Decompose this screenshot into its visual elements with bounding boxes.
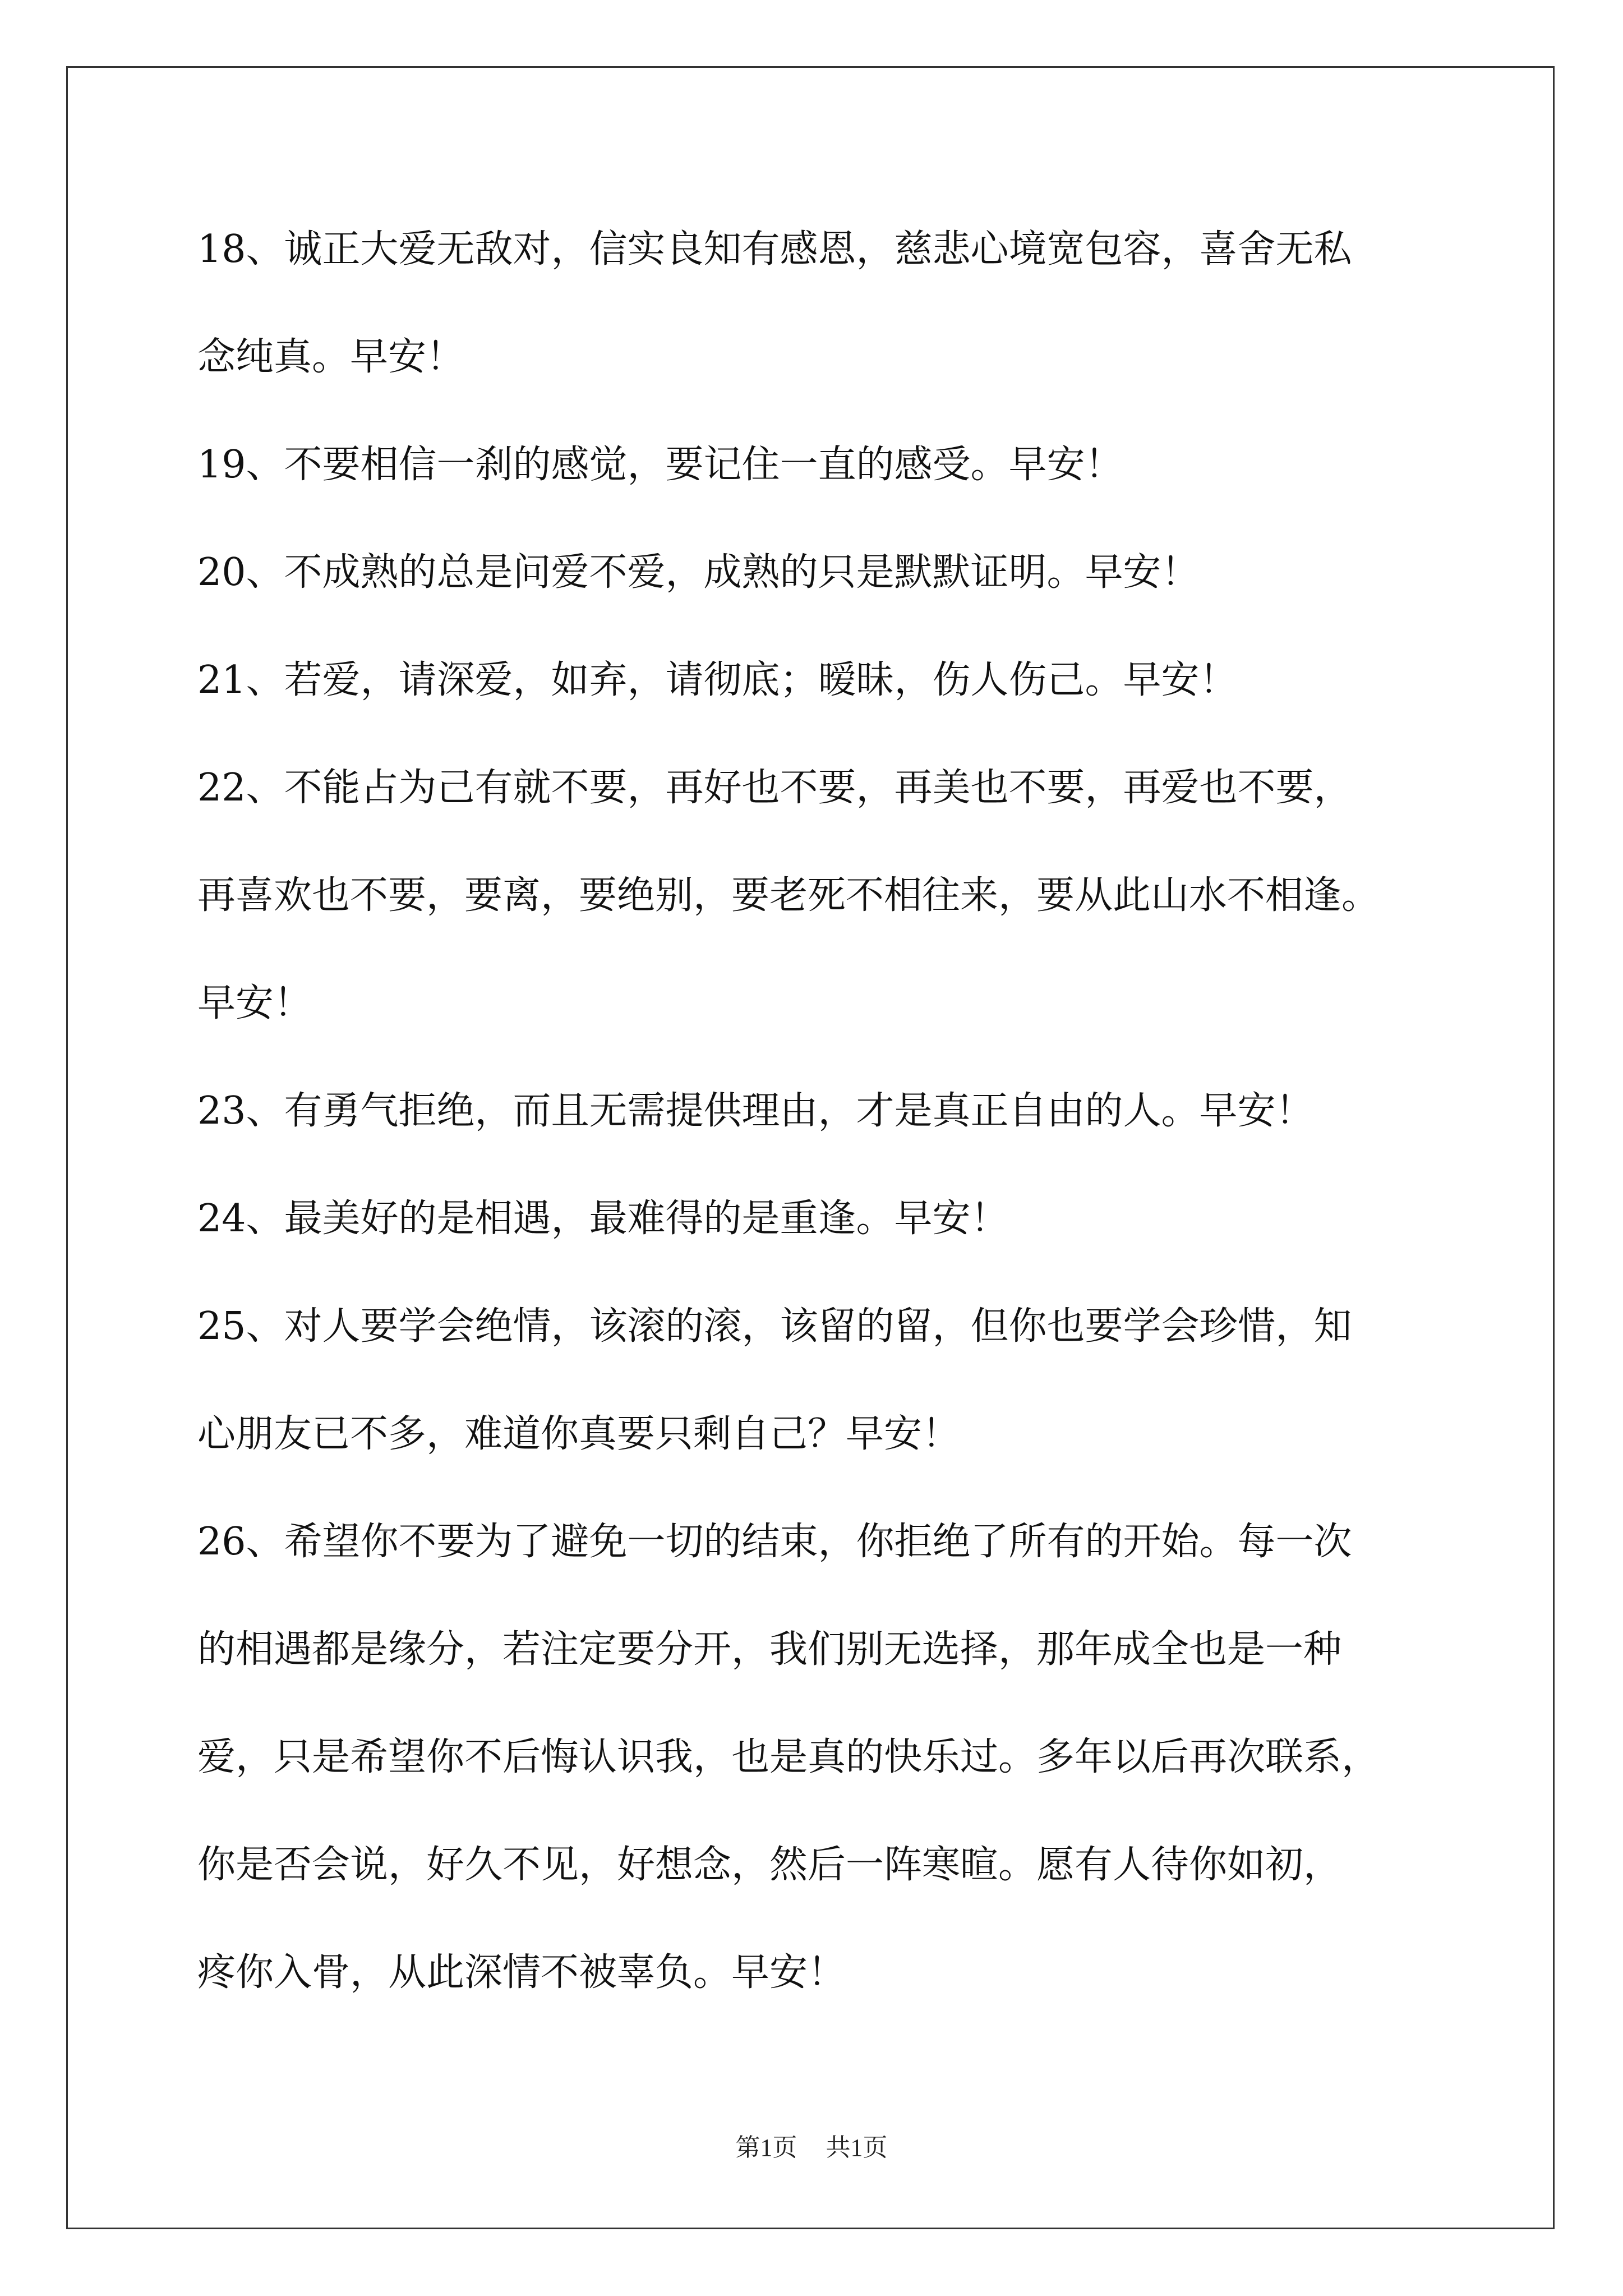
text-line: 21、若爱，请深爱，如弃，请彻底；暧昧，伤人伤己。早安！ bbox=[197, 658, 1238, 702]
page-total: 共1页 bbox=[826, 2134, 888, 2161]
text-line: 20、不成熟的总是问爱不爱，成熟的只是默默证明。早安！ bbox=[197, 550, 1200, 595]
text-line: 23、有勇气拒绝，而且无需提供理由，才是真正自由的人。早安！ bbox=[197, 1089, 1314, 1133]
text-line: 念纯真。早安！ bbox=[197, 335, 465, 379]
text-line: 26、希望你不要为了避免一切的结束，你拒绝了所有的开始。每一次 bbox=[197, 1520, 1352, 1564]
text-line: 疼你入骨，从此深情不被辜负。早安！ bbox=[197, 1950, 846, 1995]
text-line: 心朋友已不多，难道你真要只剩自己？早安！ bbox=[197, 1412, 961, 1456]
text-line: 爱，只是希望你不后悔认识我，也是真的快乐过。多年以后再次联系， bbox=[197, 1735, 1380, 1779]
text-line: 的相遇都是缘分，若注定要分开，我们别无选择，那年成全也是一种 bbox=[197, 1627, 1342, 1672]
document-body bbox=[197, 216, 1487, 2047]
text-line: 早安！ bbox=[197, 981, 312, 1025]
page-footer bbox=[0, 2127, 1623, 2163]
page-number: 第1页 bbox=[735, 2134, 797, 2161]
text-line: 24、最美好的是相遇，最难得的是重逢。早安！ bbox=[197, 1197, 1009, 1241]
text-line: 18、诚正大爱无敌对，信实良知有感恩，慈悲心境宽包容，喜舍无私 bbox=[197, 227, 1352, 272]
text-line: 25、对人要学会绝情，该滚的滚，该留的留，但你也要学会珍惜，知 bbox=[197, 1304, 1352, 1349]
text-line: 19、不要相信一刹的感觉，要记住一直的感受。早安！ bbox=[197, 443, 1123, 487]
text-line: 再喜欢也不要，要离，要绝别，要老死不相往来，要从此山水不相逢。 bbox=[197, 873, 1380, 918]
text-line: 你是否会说，好久不见，好想念，然后一阵寒暄。愿有人待你如初， bbox=[197, 1843, 1342, 1887]
text-line: 22、不能占为己有就不要，再好也不要，再美也不要，再爱也不要， bbox=[197, 766, 1352, 810]
